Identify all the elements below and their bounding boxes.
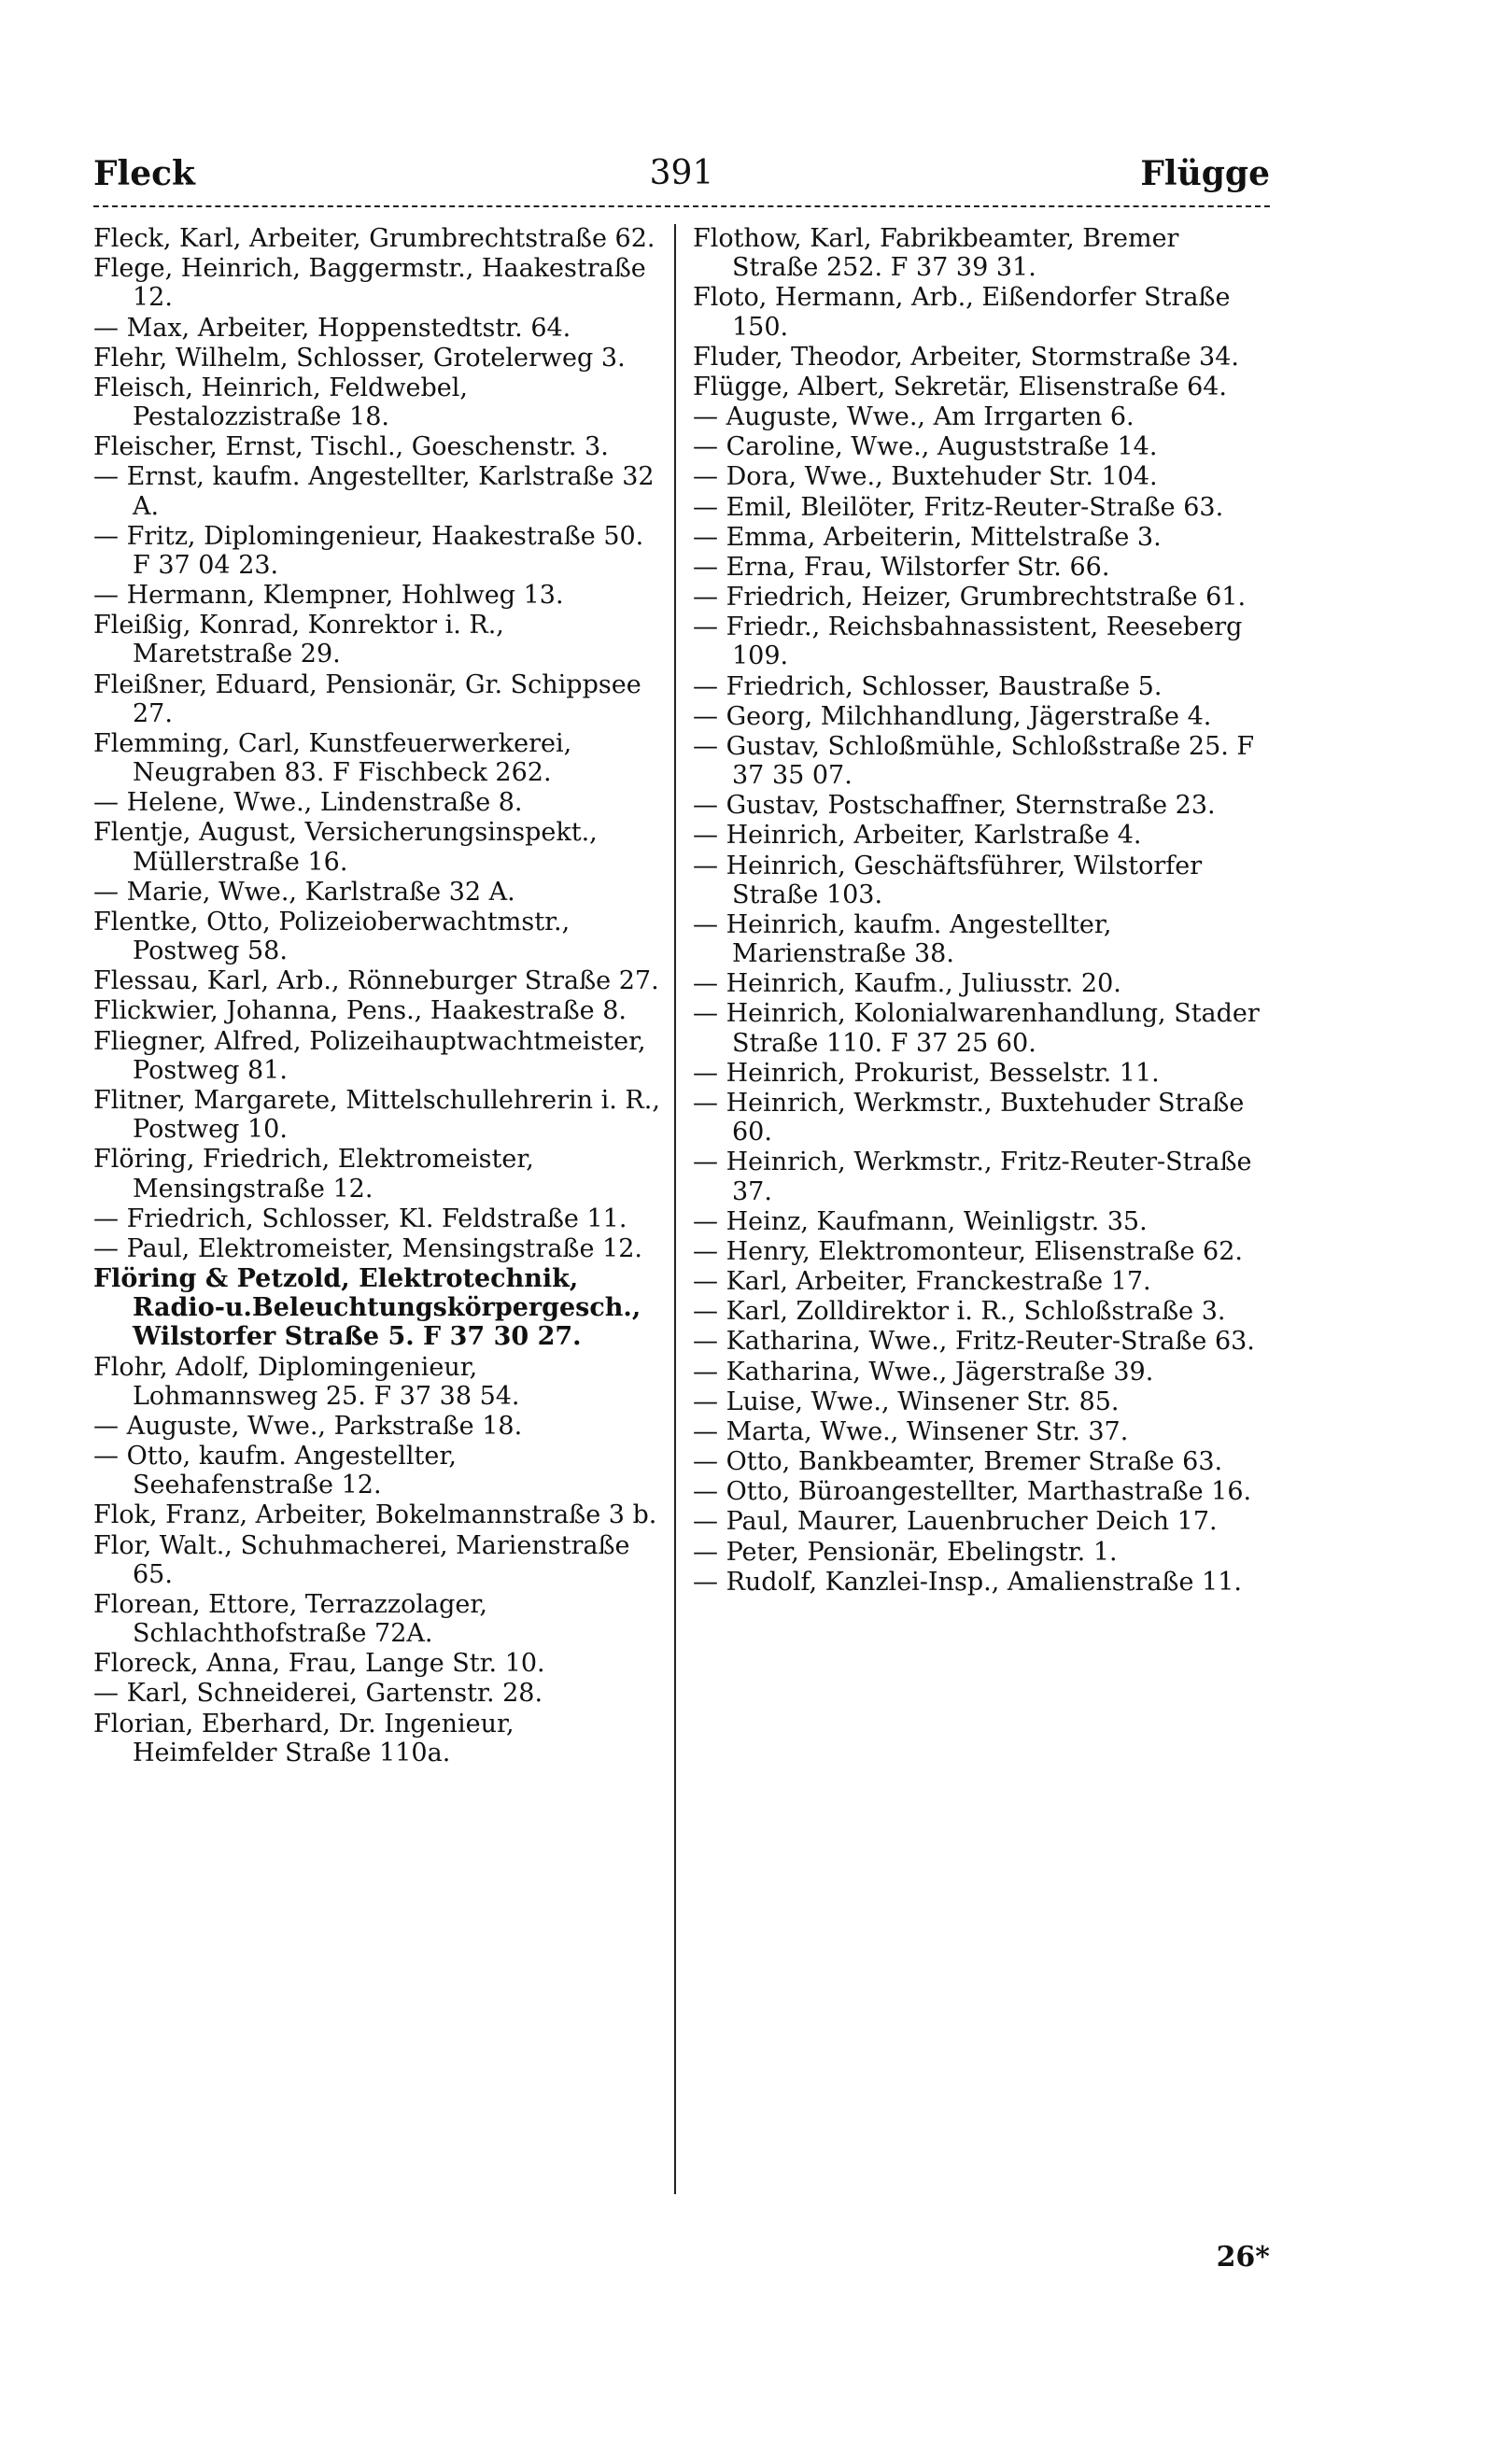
column-divider <box>674 224 676 2194</box>
directory-entry: — Heinz, Kaufmann, Weinligstr. 35. <box>693 1206 1148 1236</box>
directory-entry: Fleißig, Konrad, Konrektor i. R., Maretstraße 29. <box>93 611 504 669</box>
directory-entry: Flemming, Carl, Kunstfeuerwerkerei, Neugraben 83. F Fischbeck 262. <box>93 728 572 788</box>
page-number: 391 <box>649 154 714 192</box>
directory-entry: Flok, Franz, Arbeiter, Bokelmannstraße 3 b. <box>93 1500 657 1530</box>
directory-entry: Flöring & Petzold, Elektrotechnik, Radio-u.Beleuchtungskörpergesch., Wilstorfer Straße 5. F 37 30 27. <box>93 1264 641 1352</box>
header-left-keyword: Fleck <box>93 154 196 193</box>
directory-entry: — Otto, Bankbeamter, Bremer Straße 63. <box>693 1447 1223 1477</box>
directory-entry: — Friedr., Reichsbahnassistent, Reeseberg 109. <box>693 612 1243 671</box>
directory-entry: Flohr, Adolf, Diplomingenieur, Lohmannsweg 25. F 37 38 54. <box>93 1352 520 1411</box>
directory-entry: — Emil, Bleilöter, Fritz-Reuter-Straße 63. <box>693 492 1224 522</box>
directory-entry: Florian, Eberhard, Dr. Ingenieur, Heimfelder Straße 110a. <box>93 1709 514 1767</box>
directory-entry: — Erna, Frau, Wilstorfer Str. 66. <box>693 552 1110 582</box>
left-column <box>93 224 663 2222</box>
directory-entry: — Auguste, Wwe., Am Irrgarten 6. <box>693 402 1135 432</box>
sheet-signature: 26* <box>1216 2241 1270 2274</box>
directory-entry: — Karl, Arbeiter, Franckestraße 17. <box>693 1267 1151 1297</box>
directory-entry: — Heinrich, Werkmstr., Fritz-Reuter-Straße 37. <box>693 1148 1252 1206</box>
directory-entry: — Georg, Milchhandlung, Jägerstraße 4. <box>693 701 1212 731</box>
directory-entry: — Marie, Wwe., Karlstraße 32 A. <box>93 877 515 907</box>
directory-entry: Floto, Hermann, Arb., Eißendorfer Straße 150. <box>693 283 1231 342</box>
directory-entry: — Friedrich, Heizer, Grumbrechtstraße 61. <box>693 583 1247 612</box>
directory-entry: — Karl, Zolldirektor i. R., Schloßstraße 3. <box>693 1297 1226 1327</box>
directory-entry: Flege, Heinrich, Baggermstr., Haakestraße 12. <box>93 254 646 313</box>
directory-entry: — Otto, Büroangestellter, Marthastraße 16. <box>693 1477 1252 1507</box>
directory-entry: — Max, Arbeiter, Hoppenstedtstr. 64. <box>93 313 571 343</box>
directory-entry: — Katharina, Wwe., Fritz-Reuter-Straße 63. <box>693 1327 1255 1357</box>
directory-entry: — Paul, Elektromeister, Mensingstraße 12. <box>93 1233 642 1263</box>
directory-entry: Flehr, Wilhelm, Schlosser, Grotelerweg 3. <box>93 343 626 373</box>
right-column <box>693 224 1270 2222</box>
directory-entry: — Fritz, Diplomingenieur, Haakestraße 50. F 37 04 23. <box>93 521 644 580</box>
directory-entry: — Heinrich, kaufm. Angestellter, Marienstraße 38. <box>693 909 1112 969</box>
directory-entry: — Heinrich, Arbeiter, Karlstraße 4. <box>693 821 1142 851</box>
directory-entry: — Katharina, Wwe., Jägerstraße 39. <box>693 1357 1154 1387</box>
directory-entry: — Henry, Elektromonteur, Elisenstraße 62. <box>693 1236 1243 1266</box>
directory-entry: — Paul, Maurer, Lauenbrucher Deich 17. <box>693 1507 1218 1537</box>
directory-entry: — Heinrich, Kolonialwarenhandlung, Stader Straße 110. F 37 25 60. <box>693 999 1260 1058</box>
directory-entry: Fliegner, Alfred, Polizeihauptwachtmeister, Postweg 81. <box>93 1026 646 1085</box>
directory-entry: Fleisch, Heinrich, Feldwebel, Pestalozzistraße 18. <box>93 373 469 432</box>
directory-entry: — Marta, Wwe., Winsener Str. 37. <box>693 1416 1129 1446</box>
directory-entry: — Emma, Arbeiterin, Mittelstraße 3. <box>693 522 1162 552</box>
directory-entry: Floreck, Anna, Frau, Lange Str. 10. <box>93 1649 545 1679</box>
directory-entry: — Otto, kaufm. Angestellter, Seehafenstraße 12. <box>93 1442 457 1500</box>
directory-entry: — Gustav, Postschaffner, Sternstraße 23. <box>693 791 1216 821</box>
directory-entry: — Helene, Wwe., Lindenstraße 8. <box>93 788 523 818</box>
directory-entry: — Rudolf, Kanzlei-Insp., Amalienstraße 11. <box>693 1567 1242 1597</box>
directory-entry: — Karl, Schneiderei, Gartenstr. 28. <box>93 1679 543 1709</box>
directory-entry: Flickwier, Johanna, Pens., Haakestraße 8. <box>93 996 627 1026</box>
directory-entry: — Heinrich, Geschäftsführer, Wilstorfer Straße 103. <box>693 851 1203 909</box>
directory-entry: Flor, Walt., Schuhmacherei, Marienstraße 65. <box>93 1530 630 1589</box>
directory-entry: — Luise, Wwe., Winsener Str. 85. <box>693 1387 1120 1416</box>
directory-entry: Flessau, Karl, Arb., Rönneburger Straße 27. <box>93 966 659 996</box>
directory-entry: Fleck, Karl, Arbeiter, Grumbrechtstraße 62. <box>93 224 655 253</box>
directory-entry: — Auguste, Wwe., Parkstraße 18. <box>93 1411 523 1441</box>
directory-entry: — Friedrich, Schlosser, Kl. Feldstraße 11. <box>93 1204 627 1233</box>
directory-entry: Flöring, Friedrich, Elektromeister, Mensingstraße 12. <box>93 1145 534 1204</box>
directory-entry: Flügge, Albert, Sekretär, Elisenstraße 64. <box>693 372 1228 401</box>
directory-entry: Flitner, Margarete, Mittelschullehrerin i. R., Postweg 10. <box>93 1085 660 1145</box>
directory-entry: — Heinrich, Prokurist, Besselstr. 11. <box>693 1058 1160 1088</box>
directory-entry: Flentje, August, Versicherungsinspekt., Müllerstraße 16. <box>93 818 598 877</box>
directory-entry: Fleischer, Ernst, Tischl., Goeschenstr. 3. <box>93 432 609 462</box>
directory-entry: — Ernst, kaufm. Angestellter, Karlstraße 32 A. <box>93 462 655 521</box>
directory-entry: Fleißner, Eduard, Pensionär, Gr. Schippsee 27. <box>93 669 641 728</box>
directory-entry: — Peter, Pensionär, Ebelingstr. 1. <box>693 1537 1118 1567</box>
directory-entry: — Friedrich, Schlosser, Baustraße 5. <box>693 671 1163 701</box>
directory-entry: — Caroline, Wwe., Auguststraße 14. <box>693 432 1158 462</box>
directory-entry: Florean, Ettore, Terrazzolager, Schlachthofstraße 72A. <box>93 1589 487 1649</box>
header-right-keyword: Flügge <box>1140 154 1270 193</box>
directory-entry: — Dora, Wwe., Buxtehuder Str. 104. <box>693 462 1158 492</box>
directory-entry: Flentke, Otto, Polizeioberwachtmstr., Postweg 58. <box>93 907 571 966</box>
page-header <box>93 145 1270 201</box>
directory-entry: Flothow, Karl, Fabrikbeamter, Bremer Straße 252. F 37 39 31. <box>693 224 1179 283</box>
header-divider <box>93 205 1270 207</box>
directory-entry: Fluder, Theodor, Arbeiter, Stormstraße 34. <box>693 342 1239 372</box>
directory-entry: — Hermann, Klempner, Hohlweg 13. <box>93 581 564 611</box>
directory-entry: — Heinrich, Kaufm., Juliusstr. 20. <box>693 969 1121 999</box>
directory-entry: — Gustav, Schloßmühle, Schloßstraße 25. F 37 35 07. <box>693 731 1255 791</box>
directory-entry: — Heinrich, Werkmstr., Buxtehuder Straße 60. <box>693 1088 1245 1148</box>
